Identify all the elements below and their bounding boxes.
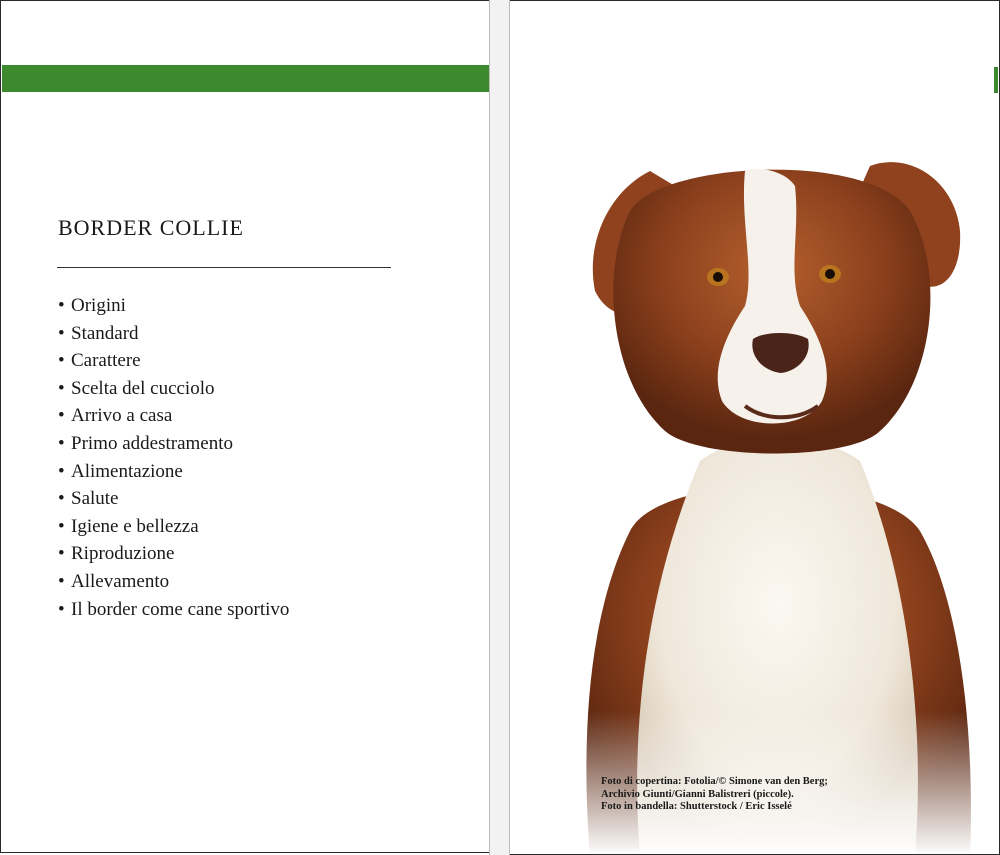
bullet-icon: •: [58, 570, 65, 592]
credit-line: Foto in bandella: Shutterstock / Eric Isselé: [601, 801, 792, 812]
toc-item: [58, 568, 289, 596]
dog-left-pupil: [713, 272, 723, 282]
toc-item-label: Origini: [71, 295, 126, 316]
bullet-icon: •: [58, 432, 65, 454]
toc-item: [58, 458, 289, 486]
toc-item: [58, 540, 289, 568]
photo-credits: [601, 776, 901, 814]
book-gutter: [489, 0, 510, 855]
toc-item-label: Riproduzione: [71, 543, 175, 565]
bullet-icon: •: [58, 543, 65, 565]
credit-line: Foto di copertina: Fotolia/© Simone van den Berg;: [601, 776, 828, 787]
credit-line: Archivio Giunti/Gianni Balistreri (piccole).: [601, 788, 794, 800]
right-page: [510, 0, 1000, 855]
bullet-icon: •: [58, 515, 65, 537]
bullet-icon: •: [58, 488, 65, 510]
bullet-icon: •: [58, 295, 65, 316]
table-of-contents: [58, 292, 289, 623]
toc-item-label: Standard: [71, 322, 139, 344]
dog-right-pupil: [825, 269, 835, 279]
title-divider: [57, 267, 391, 268]
toc-item: [58, 430, 289, 458]
toc-item-label: Allevamento: [71, 570, 170, 592]
bullet-icon: •: [58, 322, 65, 344]
toc-item-label: Alimentazione: [71, 460, 183, 482]
bullet-icon: •: [58, 405, 65, 427]
toc-item: [58, 596, 289, 624]
bullet-icon: •: [58, 350, 65, 372]
dog-illustration: [550, 131, 1000, 855]
toc-item: [58, 513, 289, 541]
toc-item-label: Salute: [71, 488, 119, 510]
toc-item: [58, 375, 289, 403]
toc-item-label: Igiene e bellezza: [71, 515, 199, 537]
toc-item: [58, 320, 289, 348]
toc-item: [58, 292, 289, 320]
bullet-icon: •: [58, 598, 65, 620]
bullet-icon: •: [58, 377, 65, 399]
toc-item: [58, 485, 289, 513]
toc-item: [58, 347, 289, 375]
bullet-icon: •: [58, 460, 65, 482]
green-edge-mark: [994, 67, 998, 93]
toc-item-label: Arrivo a casa: [71, 405, 173, 427]
toc-item-label: Scelta del cucciolo: [71, 377, 215, 399]
dog-portrait-image: [550, 131, 1000, 855]
toc-item-label: Primo addestramento: [71, 432, 233, 454]
green-header-bar: [2, 65, 489, 92]
toc-item-label: Il border come cane sportivo: [71, 598, 290, 620]
page-title: BORDER COLLIE: [58, 215, 244, 240]
toc-item-label: Carattere: [71, 350, 141, 372]
toc-item: [58, 402, 289, 430]
